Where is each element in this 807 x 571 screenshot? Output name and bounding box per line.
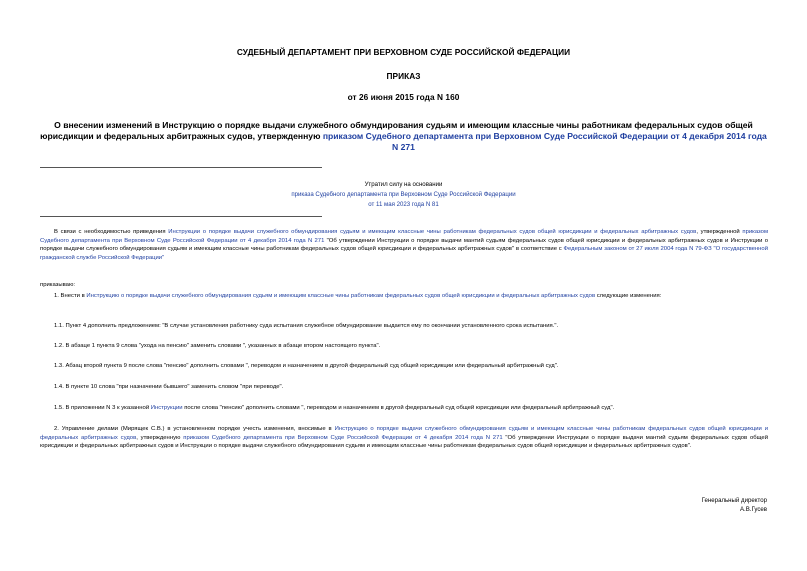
subitem-1-5-text-1: 1.5. В приложении N 3 к указанной: [54, 405, 151, 411]
title-link-order-271[interactable]: приказом Судебного департамента при Верховном Суде Российской Федерации от 4 декабря 2014 года N 271: [322, 131, 767, 152]
preamble-link-federal-law[interactable]: Федеральным законом от 27 июля 2004 года N 79-ФЗ "О государственной гражданской службе Российской Федерации": [40, 246, 768, 262]
subitem-1-4: 1.4. В пункте 10 слова "при назначении бывшего" заменить словом "при переводе".: [54, 384, 284, 390]
preamble-link-instruction[interactable]: Инструкции о порядке выдачи служебного обмундирования судьям и имеющим классные чины работникам федеральных судов общей юрисдикции и федеральных арбитражных судов: [168, 229, 697, 235]
signature-name: А.В.Гусев: [739, 506, 767, 513]
subitem-1-5: [40, 404, 768, 413]
item-1: [40, 292, 768, 301]
preamble-link-order-271[interactable]: приказом Судебного департамента при Верховном Суде Российской Федерации от 4 декабря 2014 года N 271: [40, 229, 769, 244]
preamble-text-1: В связи с необходимостью приведения: [54, 229, 169, 235]
item-1-link-instruction[interactable]: Инструкцию о порядке выдачи служебного обмундирования судьям и имеющим классные чины работникам федеральных судов общей юрисдикции и федеральных арбитражных судов: [86, 293, 596, 299]
status-label: Утратил силу на основании: [364, 181, 443, 188]
preamble-text-2: , утвержденной: [696, 229, 743, 235]
subitem-1-1: 1.1. Пункт 4 дополнить предложением: "В случае установления работнику суда испытания служебное обмундирование выдается ему по окончании установленного срока испытания.".: [54, 323, 559, 329]
doc-title: [40, 120, 767, 153]
item-2-link-order-271[interactable]: приказом Судебного департамента при Верховном Суде Российской Федерации от 4 декабря 2014 года N 271: [183, 434, 503, 441]
divider-top: [40, 167, 322, 168]
order-word: приказываю:: [40, 282, 76, 288]
item-2-text-2: , утвержденную: [136, 434, 184, 441]
item-2-text-1: 2. Управление делами (Мирящек С.В.) в установленном порядке учесть изменения, вносимые в: [54, 426, 335, 432]
doc-date-number: от 26 июня 2015 года N 160: [347, 92, 460, 102]
preamble-paragraph: [40, 228, 768, 263]
status-link-date[interactable]: от 11 мая 2023 года N 81: [368, 201, 439, 208]
signature-position: Генеральный директор: [701, 497, 767, 504]
preamble-text-3: "Об утверждении Инструкции о порядке выдачи мантий судьям федеральных судов общей юрисдикции и федеральных арбитражных судов и Инструкции о порядке выдачи служебного обмундирования судьям и имеющим классные чины работникам федеральных судов общей юрисдикции и федеральных арбитражных судов" в соответствие с: [40, 237, 768, 253]
org-heading: СУДЕБНЫЙ ДЕПАРТАМЕНТ ПРИ ВЕРХОВНОМ СУДЕ РОССИЙСКОЙ ФЕДЕРАЦИИ: [236, 47, 571, 57]
item-2-link-instruction[interactable]: Инструкцию о порядке выдачи служебного обмундирования судьям и имеющим классные чины работникам федеральных судов общей юрисдикции и федеральных арбитражных судов: [40, 426, 768, 441]
item-1-text-2: следующие изменения:: [595, 293, 662, 299]
status-link-order[interactable]: приказа Судебного департамента при Верховном Суде Российской Федерации: [291, 191, 516, 198]
subitem-1-2: 1.2. В абзаце 1 пункта 9 слова "ухода на пенсию" заменить словами ", указанных в абзаце втором настоящего пункта".: [54, 343, 381, 349]
item-1-text-1: 1. Внести в: [54, 293, 87, 299]
item-2-text-3: "Об утверждении Инструкции о порядке выдачи мантий судьям федеральных судов общей юрисдикции и федеральных арбитражных судов и Инструкции о порядке выдачи служебного обмундирования судьям и имеющим классные чины работникам федеральных судов общей юрисдикции и федеральных арбитражных судов".: [40, 434, 768, 450]
doc-type: ПРИКАЗ: [386, 71, 421, 81]
subitem-1-5-text-2: после слова "пенсию" дополнить словами ", переводом и назначением в другой федеральный суд общей юрисдикции или федеральный арбитражный суд".: [182, 405, 615, 411]
subitem-1-3: 1.3. Абзац второй пункта 9 после слова "пенсию" дополнить словами ", переводом и назначением в другой федеральный суд общей юрисдикции или федеральный арбитражный суд".: [54, 363, 559, 369]
subitem-1-5-link-instruction[interactable]: Инструкции: [150, 405, 183, 411]
divider-bottom: [40, 216, 322, 217]
title-text: О внесении изменений в Инструкцию о порядке выдачи служебного обмундирования судьям и имеющим классные чины работникам федеральных судов общей юрисдикции и федеральных арбитражных судов, утвержденную: [40, 120, 753, 141]
signature-block: [702, 496, 767, 514]
item-2: [40, 425, 768, 451]
